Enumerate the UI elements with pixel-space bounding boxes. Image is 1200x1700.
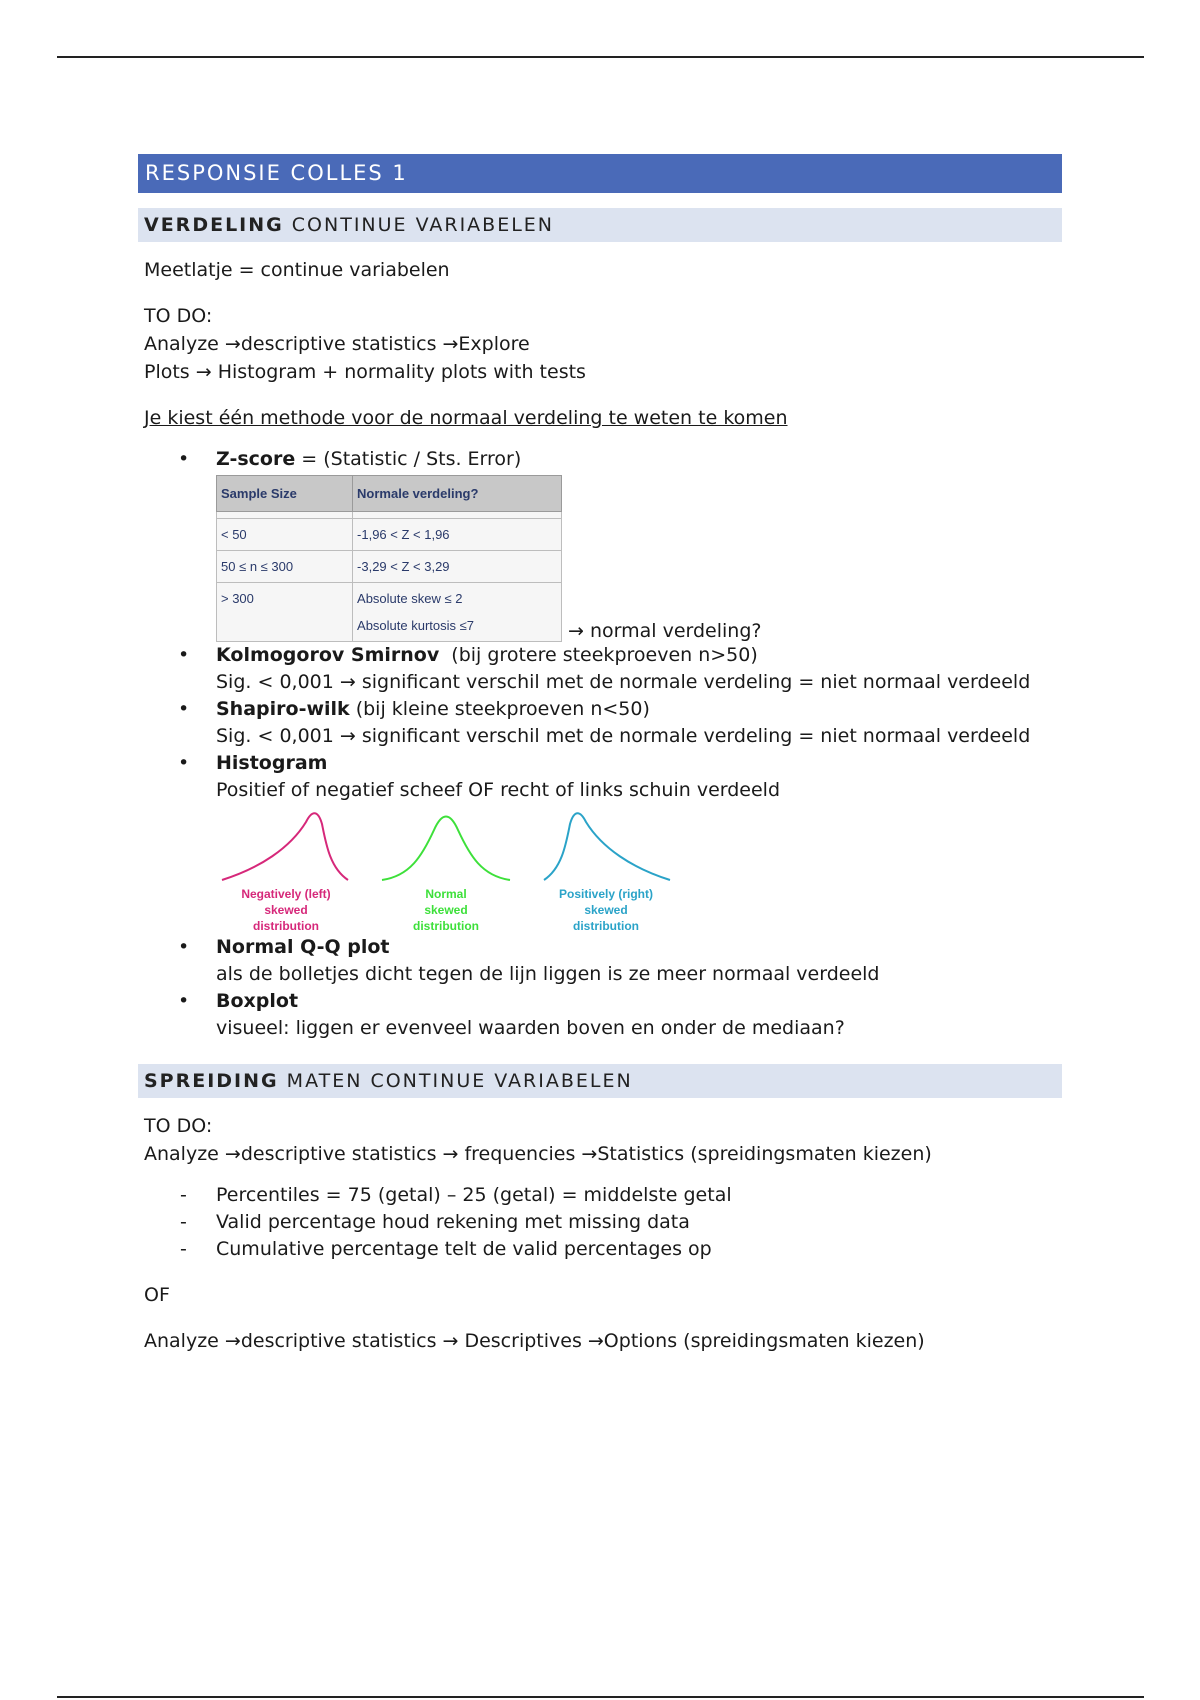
document-body	[138, 154, 1062, 1355]
or-text: OF	[144, 1284, 170, 1306]
method-list	[138, 446, 1062, 1042]
zscore-formula: = (Statistic / Sts. Error)	[295, 448, 522, 470]
list-item: - Cumulative percentage telt de valid percentages op	[138, 1236, 1062, 1263]
positive-skew-curve	[540, 808, 672, 884]
table-cell: 50 ≤ n ≤ 300	[217, 551, 353, 583]
curve-normal	[376, 808, 516, 934]
section-heading-bold: VERDELING	[144, 214, 284, 236]
table-cell-line: Absolute skew ≤ 2	[357, 591, 463, 606]
table-header: Sample Size	[217, 476, 353, 512]
alt-line: Analyze →descriptive statistics → Descriptives →Options (spreidingsmaten kiezen)	[144, 1330, 925, 1352]
table-row	[217, 583, 562, 642]
list-item-histogram	[138, 750, 1062, 934]
ks-note: (bij grotere steekproeven n>50)	[439, 644, 758, 666]
caption-line: distribution	[413, 919, 479, 933]
boxplot-desc: visueel: liggen er evenveel waarden boven en onder de mediaan?	[216, 1017, 845, 1039]
table-cell: < 50	[217, 519, 353, 551]
caption-line: distribution	[573, 919, 639, 933]
todo-line-1: Analyze →descriptive statistics →Explore	[144, 333, 530, 355]
boxplot-label: Boxplot	[216, 990, 299, 1012]
header-rule	[57, 56, 1144, 58]
qq-label: Normal Q-Q plot	[216, 936, 390, 958]
zscore-table-row	[216, 475, 1062, 642]
intro-text: Meetlatje = continue variabelen	[144, 259, 450, 281]
table-cell	[353, 583, 562, 642]
page-title: RESPONSIE COLLES 1	[138, 154, 1062, 193]
table-row	[217, 551, 562, 583]
sw-desc: Sig. < 0,001 → significant verschil met de normale verdeling = niet normaal verdeeld	[216, 725, 1031, 747]
list-item: - Valid percentage houd rekening met missing data	[138, 1209, 1062, 1236]
section-heading-verdeling	[138, 208, 1062, 242]
spreiding-list	[138, 1182, 1062, 1263]
caption-line: Negatively (left)	[241, 887, 331, 901]
section-heading-spreiding	[138, 1064, 1062, 1098]
caption-line: Positively (right)	[558, 887, 653, 901]
table-cell: -3,29 < Z < 3,29	[353, 551, 562, 583]
distribution-figure	[216, 808, 676, 934]
histogram-desc: Positief of negatief scheef OF recht of links schuin verdeeld	[216, 779, 781, 801]
list-item-qq	[138, 934, 1062, 988]
normal-curve	[380, 808, 512, 884]
curve-caption	[376, 886, 516, 934]
sw-label: Shapiro-wilk	[216, 698, 350, 720]
todo-label: TO DO:	[144, 305, 213, 327]
table-cell: -1,96 < Z < 1,96	[353, 519, 562, 551]
table-cell-line: Absolute kurtosis ≤7	[357, 618, 474, 633]
zscore-label: Z-score	[216, 448, 296, 470]
curve-caption	[536, 886, 676, 934]
caption-line: Normal	[425, 887, 467, 901]
curve-caption	[216, 886, 356, 934]
section-heading-bold: SPREIDING	[144, 1070, 279, 1092]
caption-line: skewed	[264, 903, 308, 917]
caption-line: distribution	[253, 919, 319, 933]
list-item: - Percentiles = 75 (getal) – 25 (getal) = middelste getal	[138, 1182, 1062, 1209]
todo-line-2: Plots → Histogram + normality plots with tests	[144, 361, 586, 383]
table-cell: > 300	[217, 583, 353, 642]
list-item-boxplot	[138, 988, 1062, 1042]
zscore-table	[216, 475, 562, 642]
curve-positive	[536, 808, 676, 934]
zscore-after: → normal verdeling?	[568, 620, 762, 642]
todo-label: TO DO:	[144, 1115, 213, 1137]
table-row	[217, 519, 562, 551]
curve-negative	[216, 808, 356, 934]
list-item-zscore	[138, 446, 1062, 642]
table-header: Normale verdeling?	[353, 476, 562, 512]
section-heading-rest: CONTINUE VARIABELEN	[283, 214, 555, 236]
sw-note: (bij kleine steekproeven n<50)	[349, 698, 650, 720]
list-item-ks	[138, 642, 1062, 696]
list-item-sw	[138, 696, 1062, 750]
negative-skew-curve	[220, 808, 352, 884]
caption-line: skewed	[584, 903, 628, 917]
qq-desc: als de bolletjes dicht tegen de lijn liggen is ze meer normaal verdeeld	[216, 963, 880, 985]
section-heading-rest: MATEN CONTINUE VARIABELEN	[278, 1070, 633, 1092]
footer-rule	[57, 1696, 1144, 1698]
method-note: Je kiest één methode voor de normaal verdeling te weten te komen	[144, 407, 788, 429]
ks-label: Kolmogorov Smirnov	[216, 644, 440, 666]
ks-desc: Sig. < 0,001 → significant verschil met de normale verdeling = niet normaal verdeeld	[216, 671, 1031, 693]
histogram-label: Histogram	[216, 752, 328, 774]
todo-line-1: Analyze →descriptive statistics → frequencies →Statistics (spreidingsmaten kiezen)	[144, 1143, 932, 1165]
caption-line: skewed	[424, 903, 468, 917]
